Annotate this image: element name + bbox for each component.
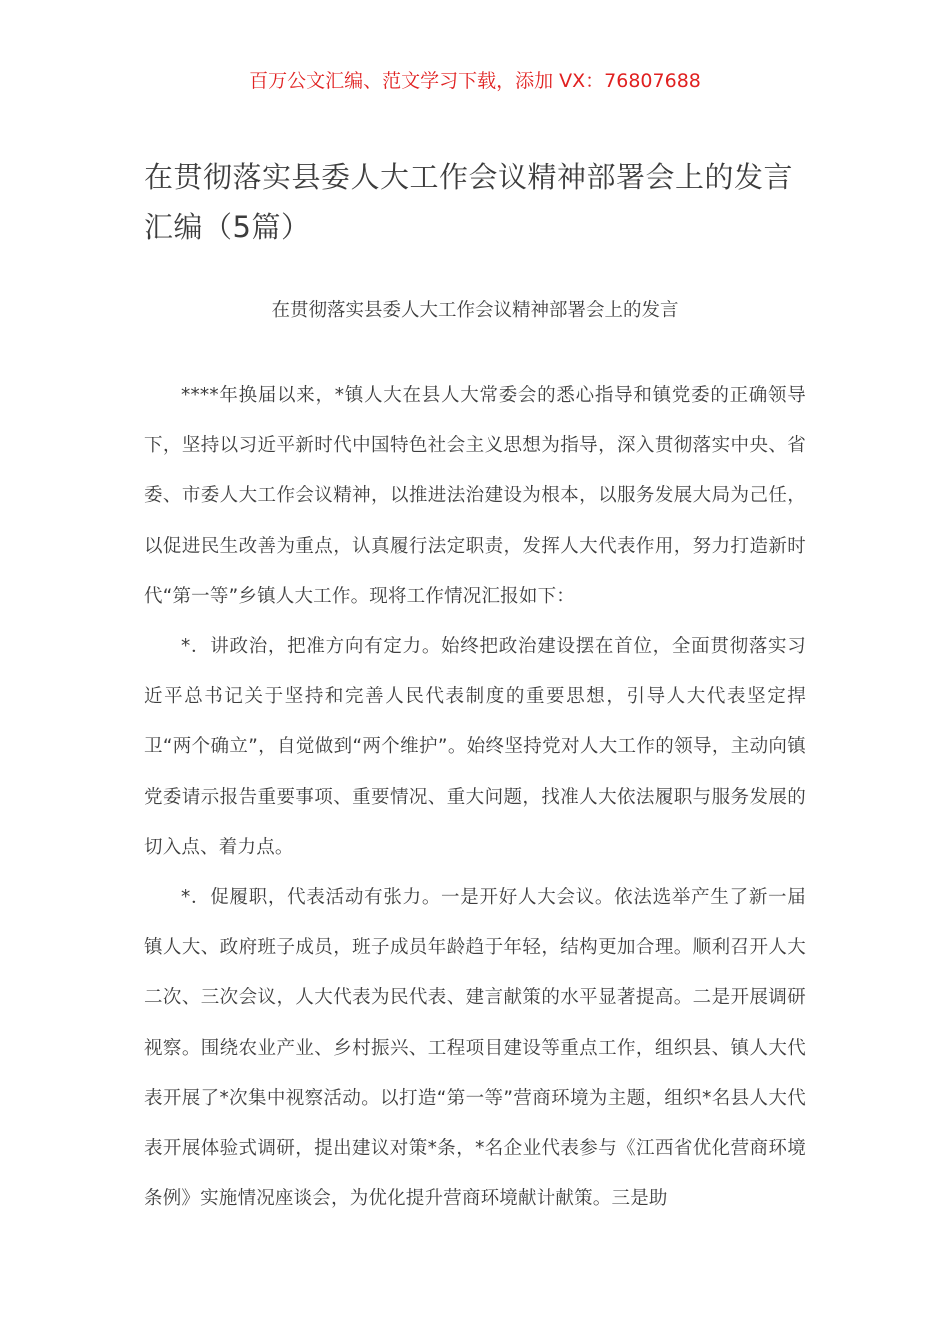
document-body — [144, 371, 806, 1224]
document-title: 在贯彻落实县委人大工作会议精神部署会上的发言汇编（5篇） — [144, 160, 794, 244]
paragraph-intro: ****年换届以来，*镇人大在县人大常委会的悉心指导和镇党委的正确领导下，坚持以习近平新时代中国特色社会主义思想为指导，深入贯彻落实中央、省委、市委人大工作会议精神，以推进法治建设为根本，以服务发展大局为己任，以促进民生改善为重点，认真履行法定职责，发挥人大代表作用，努力打造新时代“第一等”乡镇人大工作。现将工作情况汇报如下： — [144, 385, 806, 607]
paragraph-duties: *．促履职，代表活动有张力。一是开好人大会议。依法选举产生了新一届镇人大、政府班子成员，班子成员年龄趋于年轻，结构更加合理。顺利召开人大二次、三次会议，人大代表为民代表、建言献策的水平显著提高。二是开展调研视察。围绕农业产业、乡村振兴、工程项目建设等重点工作，组织县、镇人大代表开展了*次集中视察活动。以打造“第一等”营商环境为主题，组织*名县人大代表开展体验式调研，提出建议对策*条，*名企业代表参与《江西省优化营商环境条例》实施情况座谈会，为优化提升营商环境献计献策。三是助 — [144, 887, 806, 1210]
section-subtitle: 在贯彻落实县委人大工作会议精神部署会上的发言 — [271, 300, 679, 321]
paragraph-politics: *．讲政治，把准方向有定力。始终把政治建设摆在首位，全面贯彻落实习近平总书记关于坚持和完善人民代表制度的重要思想，引导人大代表坚定捍卫“两个确立”，自觉做到“两个维护”。始终坚持党对人大工作的领导，主动向镇党委请示报告重要事项、重要情况、重大问题，找准人大依法履职与服务发展的切入点、着力点。 — [144, 636, 806, 858]
header-banner: 百万公文汇编、范文学习下载，添加 VX：76807688 — [249, 70, 701, 92]
